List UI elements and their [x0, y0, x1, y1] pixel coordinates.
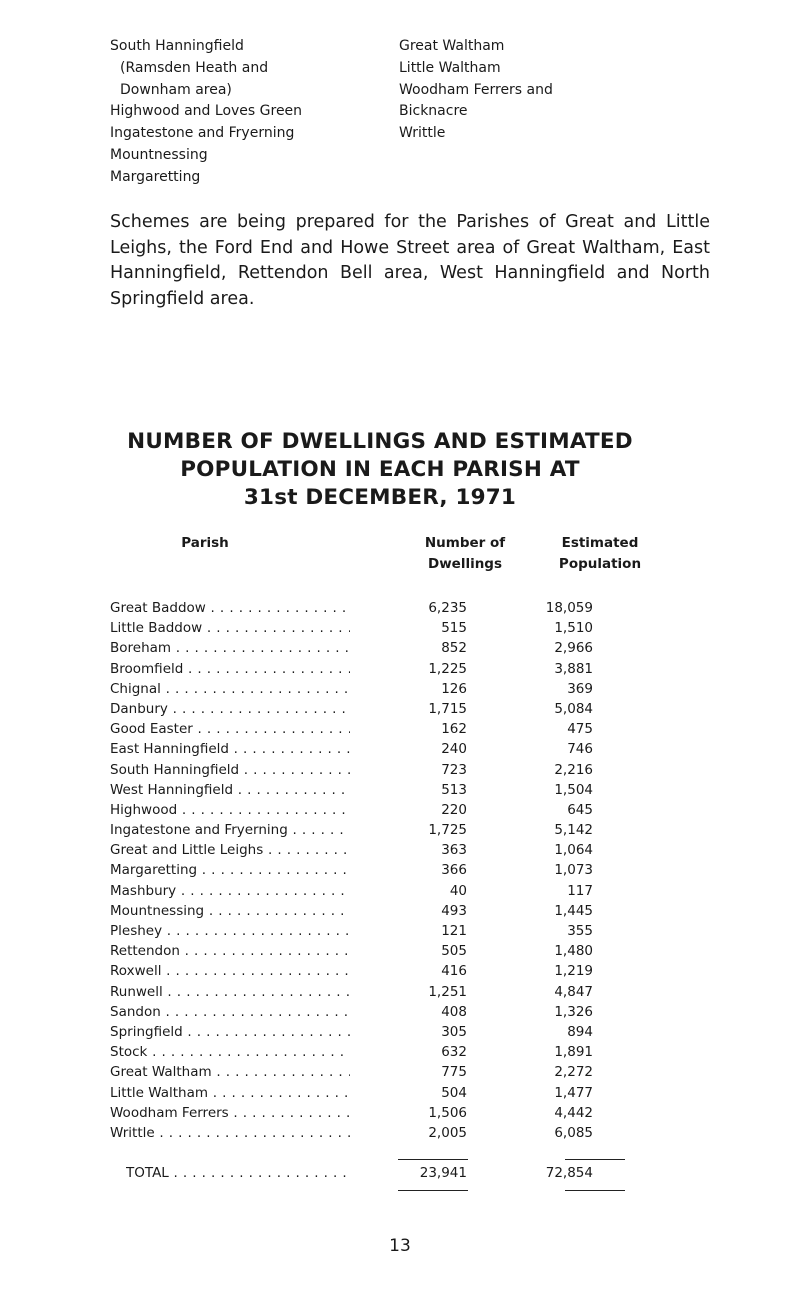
parish-name: East Hanningfield . . .: [110, 739, 350, 759]
dwellings-value: 240: [441, 741, 467, 758]
population-value: 1,219: [554, 963, 593, 980]
parish-name: Highwood . . .: [110, 800, 350, 820]
dwellings-value: 1,506: [428, 1104, 467, 1121]
total-rule-bottom-population: [565, 1190, 625, 1191]
population-value: 4,847: [554, 983, 593, 1000]
population-value: 1,073: [554, 862, 593, 879]
parish-list-left: [110, 36, 302, 189]
column-header-population: [535, 533, 665, 575]
column-header-parish-label: Parish: [181, 535, 229, 551]
dwellings-value: 632: [441, 1044, 467, 1061]
parish-name: West Hanningfield . . .: [110, 780, 350, 800]
table-row: [110, 840, 630, 860]
parish-name: Margaretting . . .: [110, 860, 350, 880]
table-row: [110, 699, 630, 719]
heading-line-2: POPULATION IN EACH PARISH AT: [180, 457, 580, 482]
table-row: [110, 982, 630, 1002]
dwellings-value: 493: [441, 902, 467, 919]
column-header-dwellings: [400, 533, 530, 575]
parish-list-item: Highwood and Loves Green: [110, 103, 303, 120]
parish-name: Mountnessing . . .: [110, 901, 350, 921]
parish-list-item: Downham area): [120, 81, 232, 98]
heading-line-1: NUMBER OF DWELLINGS AND ESTIMATED: [127, 429, 633, 454]
page-number: 13: [389, 1236, 411, 1256]
table-row: [110, 820, 630, 840]
table-row: [110, 618, 630, 638]
table-row: [110, 881, 630, 901]
table-row: [110, 961, 630, 981]
dwellings-value: 363: [441, 842, 467, 859]
dwellings-value: 723: [441, 761, 467, 778]
table-row: [110, 1042, 630, 1062]
population-value: 894: [567, 1023, 593, 1040]
population-value: 117: [567, 882, 593, 899]
population-value: 1,891: [554, 1044, 593, 1061]
dwellings-value: 408: [441, 1003, 467, 1020]
population-value: 645: [567, 801, 593, 818]
parish-list-item: Woodham Ferrers and: [399, 81, 553, 98]
parish-list-right: [399, 36, 553, 145]
total-rule-top-population: [565, 1159, 625, 1160]
dwellings-value: 852: [441, 640, 467, 657]
parish-name: Little Waltham . . .: [110, 1083, 350, 1103]
population-value: 746: [567, 741, 593, 758]
parish-list-item: Great Waltham: [399, 38, 505, 54]
table-row: [110, 1103, 630, 1123]
parish-name: Roxwell . . .: [110, 961, 350, 981]
total-label: TOTAL . . .: [126, 1162, 350, 1184]
population-value: 5,084: [554, 700, 593, 717]
parish-list-item: Writtle: [399, 125, 446, 142]
table-row: [110, 941, 630, 961]
dwellings-value: 2,005: [428, 1124, 467, 1141]
column-header-population-line-1: Estimated: [561, 535, 639, 551]
parish-name: Little Baddow . . .: [110, 618, 350, 638]
dwellings-value: 505: [441, 943, 467, 960]
table-row: [110, 719, 630, 739]
dwellings-value: 1,225: [428, 660, 467, 677]
dwellings-value: 504: [441, 1084, 467, 1101]
population-value: 355: [567, 923, 593, 939]
dwellings-value: 6,235: [428, 600, 467, 616]
table-row: [110, 780, 630, 800]
parish-name: Good Easter . . .: [110, 719, 350, 739]
population-value: 6,085: [554, 1124, 593, 1141]
dwellings-value: 40: [449, 882, 467, 899]
table-row: [110, 1062, 630, 1082]
dwellings-value: 121: [441, 923, 467, 939]
parish-name: Boreham . . .: [110, 638, 350, 658]
parish-name: Great Waltham . . .: [110, 1062, 350, 1082]
table-row: [110, 659, 630, 679]
parish-list-item: Margaretting: [110, 168, 201, 185]
dwellings-value: 162: [441, 721, 467, 738]
parish-name: Ingatestone and Fryerning . . .: [110, 820, 350, 840]
table-row: [110, 1022, 630, 1042]
parish-list-item: Ingatestone and Fryerning: [110, 125, 295, 142]
population-value: 18,059: [545, 600, 593, 616]
table-row: [110, 598, 630, 618]
parish-table: [110, 598, 630, 1143]
population-value: 475: [567, 721, 593, 738]
parish-name: Stock . . .: [110, 1042, 350, 1062]
population-value: 1,480: [554, 943, 593, 960]
dwellings-value: 1,715: [428, 700, 467, 717]
parish-name: Broomfield . . .: [110, 659, 350, 679]
population-value: 2,966: [554, 640, 593, 657]
parish-name: Rettendon . . .: [110, 941, 350, 961]
parish-name: Pleshey . . .: [110, 921, 350, 941]
parish-name: Writtle . . .: [110, 1123, 350, 1143]
total-row: [110, 1162, 630, 1184]
table-row: [110, 1123, 630, 1143]
table-heading: [110, 428, 650, 512]
table-row: [110, 739, 630, 759]
total-rule-top-dwellings: [398, 1159, 468, 1160]
column-header-parish: [130, 533, 280, 554]
dwellings-value: 1,725: [428, 822, 467, 839]
dwellings-value: 305: [441, 1023, 467, 1040]
parish-list-item: (Ramsden Heath and: [120, 59, 269, 76]
dwellings-value: 366: [441, 862, 467, 879]
population-value: 2,272: [554, 1064, 593, 1081]
table-row: [110, 760, 630, 780]
parish-name: South Hanningfield . . .: [110, 760, 350, 780]
parish-list-item: Little Waltham: [399, 59, 501, 76]
parish-name: Danbury . . .: [110, 699, 350, 719]
table-row: [110, 800, 630, 820]
heading-line-3: 31st DECEMBER, 1971: [243, 485, 517, 510]
parish-name: Great Baddow . . .: [110, 598, 350, 618]
dwellings-value: 126: [441, 680, 467, 697]
parish-name: Sandon . . .: [110, 1002, 350, 1022]
intro-paragraph: Schemes are being prepared for the Parishes of Great and Little Leighs, the Ford End and Howe Street area of Great Waltham, East Hanningfield, Rettendon Bell area, West Hanningfield and North Springfield area.: [110, 212, 710, 309]
parish-list-item: South Hanningfield: [110, 38, 244, 54]
dwellings-value: 220: [441, 801, 467, 818]
population-value: 2,216: [554, 761, 593, 778]
population-value: 3,881: [554, 660, 593, 677]
table-row: [110, 1002, 630, 1022]
parish-name: Runwell . . .: [110, 982, 350, 1002]
parish-name: Chignal . . .: [110, 679, 350, 699]
table-row: [110, 921, 630, 941]
population-value: 5,142: [554, 822, 593, 839]
table-row: [110, 638, 630, 658]
dwellings-value: 513: [441, 781, 467, 798]
dwellings-value: 775: [441, 1064, 467, 1081]
population-value: 1,504: [554, 781, 593, 798]
population-value: 1,477: [554, 1084, 593, 1101]
column-header-dwellings-line-2: Dwellings: [427, 556, 503, 572]
population-value: 1,326: [554, 1003, 593, 1020]
table-row: [110, 860, 630, 880]
column-header-dwellings-line-1: Number of: [424, 535, 506, 551]
column-header-population-line-2: Population: [558, 556, 642, 572]
parish-list-item: Mountnessing: [110, 146, 208, 163]
population-value: 369: [567, 680, 593, 697]
total-rule-bottom-dwellings: [398, 1190, 468, 1191]
population-value: 1,445: [554, 902, 593, 919]
parish-name: Woodham Ferrers . . .: [110, 1103, 350, 1123]
population-value: 1,510: [554, 620, 593, 637]
dwellings-value: 1,251: [428, 983, 467, 1000]
table-row: [110, 1083, 630, 1103]
parish-name: Springfield . . .: [110, 1022, 350, 1042]
table-row: [110, 901, 630, 921]
table-row: [110, 679, 630, 699]
population-value: 4,442: [554, 1104, 593, 1121]
total-population: 72,854: [545, 1165, 593, 1181]
dwellings-value: 515: [441, 620, 467, 637]
population-value: 1,064: [554, 842, 593, 859]
parish-list-item: Bicknacre: [399, 103, 468, 120]
total-dwellings: 23,941: [419, 1165, 467, 1181]
parish-name: Mashbury . . .: [110, 881, 350, 901]
parish-name: Great and Little Leighs . . .: [110, 840, 350, 860]
dwellings-value: 416: [441, 963, 467, 980]
